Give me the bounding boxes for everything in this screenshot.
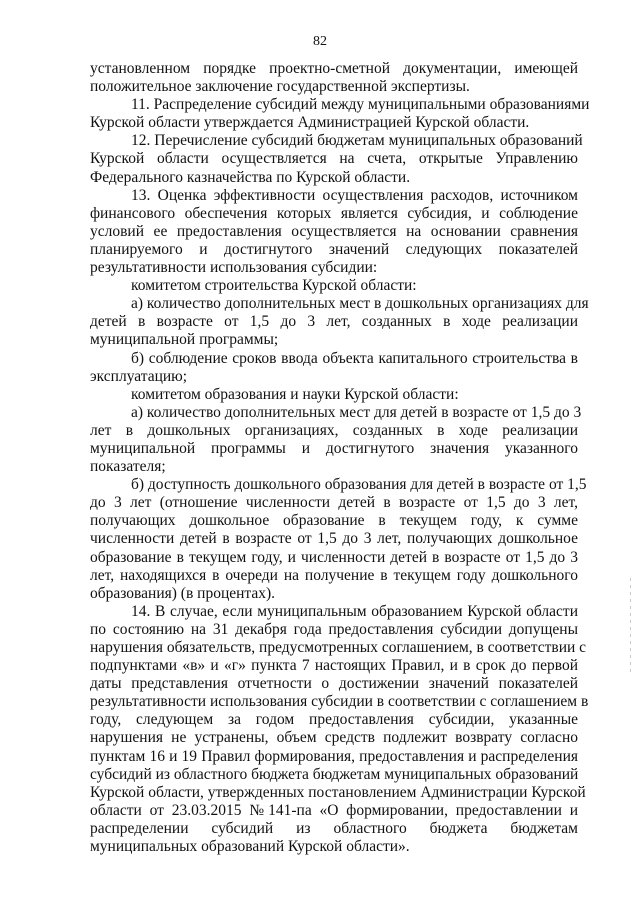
text-line: образование в текущем году, и численности детей в возрасте от 1,5 до 3 bbox=[90, 548, 578, 566]
text-line: 14. В случае, если муниципальным образованием Курской области bbox=[131, 602, 578, 620]
text-line: показателя; bbox=[90, 458, 166, 476]
text-line: условий ее предоставления осуществляется на основании сравнения bbox=[90, 222, 578, 240]
text-line: 13. Оценка эффективности осуществления расходов, источником bbox=[131, 186, 578, 204]
text-line: финансового обеспечения которых является субсидия, и соблюдение bbox=[90, 204, 578, 222]
text-line: а) количество дополнительных мест в дошкольных организациях для bbox=[131, 295, 589, 313]
text-line: муниципальных образований Курской области». bbox=[90, 838, 410, 856]
text-line: Курской области осуществляется на счета, открытые Управлению bbox=[90, 150, 578, 168]
text-line: распределении субсидий из областного бюджета бюджетам bbox=[90, 819, 578, 837]
text-line: лет в дошкольных организациях, созданных в ходе реализации bbox=[90, 421, 578, 439]
text-line: Курской области утверждается Администрацией Курской области. bbox=[90, 114, 530, 132]
text-line: муниципальной программы; bbox=[90, 331, 279, 349]
text-line: образования) (в процентах). bbox=[90, 584, 276, 602]
text-line: области от 23.03.2015 №141-па «О формировании, предоставлении и bbox=[90, 801, 578, 819]
text-line: а) количество дополнительных мест для детей в возрасте от 1,5 до 3 bbox=[131, 403, 582, 421]
text-line: пунктам 16 и 19 Правил формирования, предоставления и распределения bbox=[90, 747, 578, 765]
text-line: подпунктами «в» и «г» пункта 7 настоящих Правил, и в срок до первой bbox=[90, 657, 578, 675]
text-line: планируемого и достигнутого значений следующих показателей bbox=[90, 240, 578, 258]
text-line: комитетом образования и науки Курской области: bbox=[131, 385, 459, 403]
text-line: комитетом строительства Курской области: bbox=[131, 277, 417, 295]
text-line: Курской области, утвержденных постановлением Администрации Курской bbox=[90, 783, 586, 801]
text-line: по состоянию на 31 декабря года предоставления субсидии допущены bbox=[90, 620, 578, 638]
text-line: муниципальной программы и достигнутого значения указанного bbox=[90, 439, 578, 457]
text-line: даты представления отчетности о достижении значений показателей bbox=[90, 675, 578, 693]
text-line: положительное заключение государственной экспертизы. bbox=[90, 78, 470, 96]
text-line: б) соблюдение сроков ввода объекта капитального строительства в bbox=[131, 349, 578, 367]
text-line: году, следующем за годом предоставления субсидии, указанные bbox=[90, 711, 578, 729]
text-line: нарушения обязательств, предусмотренных соглашением, в соответствии с bbox=[90, 639, 587, 656]
text-line: Федерального казначейства по Курской области. bbox=[90, 168, 411, 186]
text-line: эксплуатацию; bbox=[90, 367, 188, 385]
scan-edge-mark bbox=[630, 578, 631, 674]
text-line: б) доступность дошкольного образования для детей в возрасте от 1,5 bbox=[131, 476, 587, 494]
text-line: численности детей в возрасте от 1,5 до 3 лет, получающих дошкольное bbox=[90, 530, 578, 548]
text-line: результативности использования субсидии: bbox=[90, 259, 378, 277]
document-body bbox=[90, 60, 590, 856]
text-line: установленном порядке проектно-сметной документации, имеющей bbox=[90, 60, 578, 77]
text-line: лет, находящихся в очереди на получение в текущем году дошкольного bbox=[90, 566, 578, 584]
text-line: 12. Перечисление субсидий бюджетам муниципальных образований bbox=[131, 132, 583, 150]
text-line: детей в возрасте от 1,5 до 3 лет, созданных в ходе реализации bbox=[90, 313, 578, 331]
page-number: 82 bbox=[313, 34, 327, 49]
text-line: нарушения не устранены, объем средств подлежит возврату согласно bbox=[90, 729, 578, 747]
text-line: до 3 лет (отношение численности детей в возрасте от 1,5 до 3 лет, bbox=[90, 494, 578, 512]
text-line: субсидий из областного бюджета бюджетам муниципальных образований bbox=[90, 765, 579, 783]
text-line: результативности использования субсидии в соответствии с соглашением в bbox=[90, 693, 589, 711]
text-line: 11. Распределение субсидий между муниципальными образованиями bbox=[131, 96, 590, 114]
text-line: получающих дошкольное образование в текущем году, к сумме bbox=[90, 512, 578, 530]
